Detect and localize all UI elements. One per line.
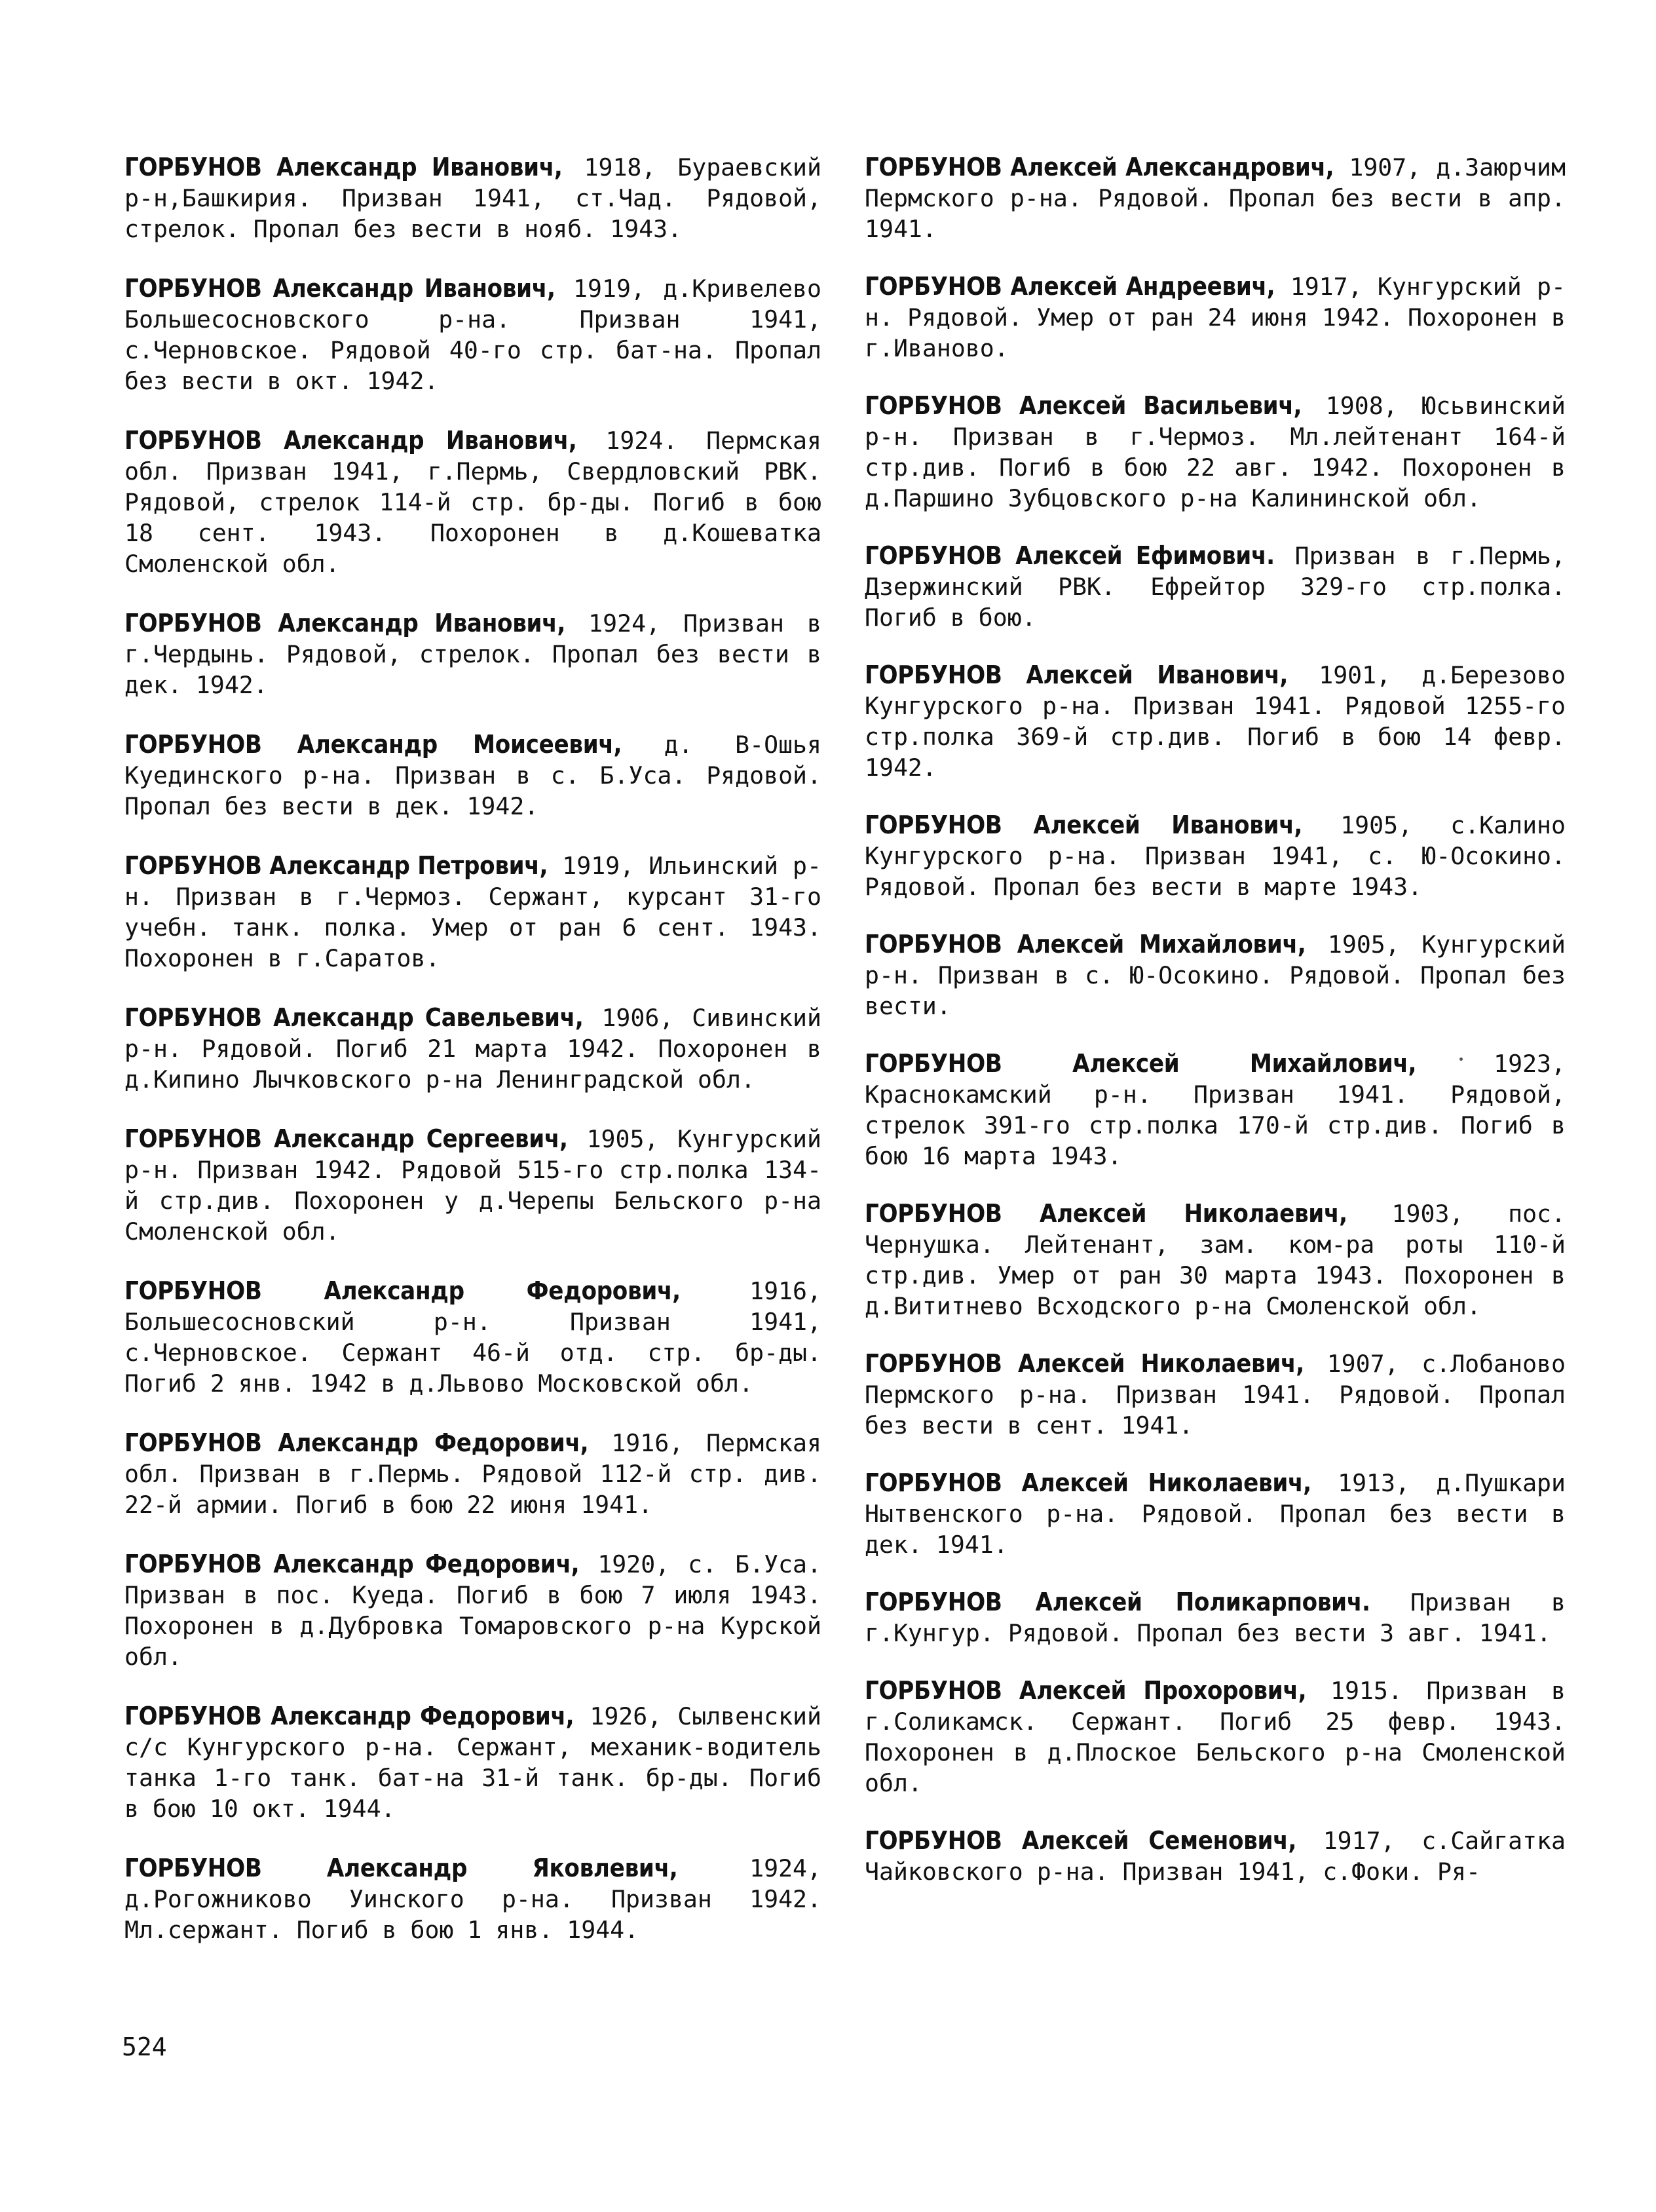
entry-name: ГОРБУНОВ Александр Федорович,	[124, 1428, 589, 1457]
entry-text: д. В-Ошья Куединского р-на. Призван в с. Б.Уса. Рядовой. Пропал без вести в дек. 1942.	[124, 731, 821, 820]
page-number: 524	[122, 2032, 167, 2061]
entry	[124, 152, 821, 244]
entry-text: 1917, с.Сайгатка Чайковского р-на. Призван 1941, с.Фоки. Ря-	[865, 1827, 1566, 1886]
entry	[865, 660, 1566, 783]
entry	[124, 608, 821, 700]
entry	[124, 1124, 821, 1247]
entry	[124, 1002, 821, 1095]
entry	[865, 1348, 1566, 1441]
entry-text: 1901, д.Березово Кунгурского р-на. Призван 1941. Рядовой 1255-го стр.полка 369-й стр.див. Погиб в бою 14 февр. 1942.	[865, 661, 1566, 782]
entry-text: 1920, с. Б.Уса. Призван в пос. Куеда. Погиб в бою 7 июля 1943. Похоронен в д.Дубровка Томаровского р-на Курской обл.	[124, 1550, 821, 1671]
entry-name: ГОРБУНОВ Алексей Прохорович,	[865, 1676, 1307, 1705]
entry-name: ГОРБУНОВ Александр Савельевич,	[124, 1003, 584, 1032]
entry-text: 1923, Краснокамский р-н. Призван 1941. Рядовой, стрелок 391-го стр.полка 170-й стр.див. Погиб в бою 16 марта 1943.	[865, 1050, 1566, 1170]
entry-text: 1905, Кунгурский р-н. Призван 1942. Рядовой 515-го стр.полка 134-й стр.див. Похоронен у д.Черепы Бельского р-на Смоленской обл.	[124, 1125, 821, 1246]
entry	[124, 1853, 821, 1945]
entry-text: 1907, д.Заюрчим Пермского р-на. Рядовой. Пропал без вести в апр. 1941.	[865, 153, 1566, 243]
entry-name: ГОРБУНОВ Алексей Васильевич,	[865, 391, 1302, 420]
entry-name: ГОРБУНОВ Алексей Александрович,	[865, 153, 1334, 181]
entry-name: ГОРБУНОВ Алексей Николаевич,	[865, 1349, 1304, 1378]
entry-text: 1924, Призван в г.Чердынь. Рядовой, стрелок. Пропал без вести в дек. 1942.	[124, 609, 822, 699]
entry	[124, 1549, 821, 1672]
entry-name: ГОРБУНОВ Алексей Иванович,	[865, 810, 1303, 839]
entry-name: ГОРБУНОВ Алексей Николаевич,	[865, 1199, 1347, 1228]
entry-name: ГОРБУНОВ Алексей Ефимович.	[865, 541, 1275, 570]
entry	[865, 152, 1566, 244]
entry-text: 1908, Юсьвинский р-н. Призван в г.Чермоз. Мл.лейтенант 164-й стр.див. Погиб в бою 22 авг. 1942. Похоронен в д.Паршино Зубцовского р-на Калининской обл.	[865, 392, 1566, 512]
entry-name: ГОРБУНОВ Александр Иванович,	[124, 274, 555, 303]
entry-name: ГОРБУНОВ Александр Иванович,	[124, 153, 563, 181]
entry	[124, 425, 821, 579]
entry	[865, 271, 1566, 364]
entry	[865, 391, 1566, 514]
entry	[865, 1675, 1566, 1799]
entry-name: ГОРБУНОВ Алексей Андреевич,	[865, 272, 1275, 301]
entry-text: 1918, Бураевский р-н,Башкирия. Призван 1941, ст.Чад. Рядовой, стрелок. Пропал без вести в нояб. 1943.	[124, 153, 821, 243]
entry	[124, 850, 821, 974]
entry-text: Призван в г.Пермь, Дзержинский РВК. Ефрейтор 329-го стр.полка. Погиб в бою.	[865, 542, 1566, 632]
entry-name: ГОРБУНОВ Александр Моисеевич,	[124, 730, 622, 759]
entry-name: ГОРБУНОВ Алексей Михайлович,	[865, 930, 1306, 959]
entry-name: ГОРБУНОВ Александр Федорович,	[124, 1550, 580, 1578]
entry-text: 1919, Ильинский р-н. Призван в г.Чермоз. Сержант, курсант 31-го учебн. танк. полка. Умер от ран 6 сент. 1943. Похоронен в г.Саратов.	[124, 852, 821, 972]
entry	[865, 1587, 1566, 1649]
entry	[865, 1048, 1566, 1172]
left-column	[124, 152, 821, 1974]
entry-text: 1903, пос. Чернушка. Лейтенант, зам. ком-ра роты 110-й стр.див. Умер от ран 30 марта 1943. Похоронен в д.Вититнево Всходского р-на Смоленской обл.	[865, 1200, 1566, 1320]
entry	[865, 541, 1566, 633]
entry-text: 1915. Призван в г.Соликамск. Сержант. Погиб 25 февр. 1943. Похоронен в д.Плоское Бельского р-на Смоленской обл.	[865, 1677, 1566, 1797]
entry-name: ГОРБУНОВ Алексей Николаевич,	[865, 1468, 1311, 1497]
entry-text: 1907, с.Лобаново Пермского р-на. Призван 1941. Рядовой. Пропал без вести в сент. 1941.	[865, 1350, 1566, 1440]
entry-text: 1916, Большесосновский р-н. Призван 1941, с.Черновское. Сержант 46-й отд. стр. бр-ды. Погиб 2 янв. 1942 в д.Львово Московской обл.	[124, 1277, 821, 1398]
entry	[865, 1198, 1566, 1322]
entry-name: ГОРБУНОВ Алексей Иванович,	[865, 660, 1289, 689]
entry-name: ГОРБУНОВ Александр Федорович,	[124, 1702, 574, 1730]
entry	[124, 1428, 821, 1520]
entry	[865, 810, 1566, 902]
entry-text: 1913, д.Пушкари Нытвенского р-на. Рядовой. Пропал без вести в дек. 1941.	[865, 1469, 1566, 1559]
entry-text: 1916, Пермская обл. Призван в г.Пермь. Рядовой 112-й стр. див. 22-й армии. Погиб в бою 22 июня 1941.	[124, 1429, 821, 1519]
entry	[124, 1701, 821, 1824]
entry	[865, 929, 1566, 1021]
entry-text: Призван в г.Кунгур. Рядовой. Пропал без вести 3 авг. 1941.	[865, 1588, 1566, 1647]
entry-name: ГОРБУНОВ Александр Иванович,	[124, 426, 577, 455]
entry-text: 1906, Сивинский р-н. Рядовой. Погиб 21 марта 1942. Похоронен в д.Кипино Лычковского р-на Ленинградской обл.	[124, 1004, 821, 1094]
entry	[865, 1468, 1566, 1560]
entry-text: 1919, д.Кривелево Большесосновского р-на. Призван 1941, с.Черновское. Рядовой 40-го стр. бат-на. Пропал без вести в окт. 1942.	[124, 275, 822, 395]
entry-name: ГОРБУНОВ Алексей Поликарпович.	[865, 1588, 1370, 1616]
entry	[124, 273, 821, 396]
entry-name: ГОРБУНОВ Алексей Михайлович,	[865, 1049, 1417, 1078]
entry-name: ГОРБУНОВ Александр Иванович,	[124, 609, 566, 638]
entry-name: ГОРБУНОВ Александр Петрович,	[124, 851, 548, 880]
entry	[124, 1276, 821, 1399]
entry-text: 1905, с.Калино Кунгурского р-на. Призван 1941, с. Ю-Осокино. Рядовой. Пропал без вести в марте 1943.	[865, 811, 1566, 901]
entry-name: ГОРБУНОВ Алексей Семенович,	[865, 1826, 1297, 1855]
entry-text: 1924. Пермская обл. Призван 1941, г.Пермь, Свердловский РВК. Рядовой, стрелок 114-й стр. бр-ды. Погиб в бою 18 сент. 1943. Похоронен в д.Кошеватка Смоленской обл.	[124, 427, 821, 578]
right-column	[865, 152, 1566, 1914]
entry-text: 1924, д.Рогожниково Уинского р-на. Призван 1942. Мл.сержант. Погиб в бою 1 янв. 1944.	[124, 1854, 821, 1944]
entry	[124, 729, 821, 822]
entry-name: ГОРБУНОВ Александр Федорович,	[124, 1276, 681, 1305]
entry-text: 1926, Сылвенский с/с Кунгурского р-на. Сержант, механик-водитель танка 1-го танк. бат-на 31-й танк. бр-ды. Погиб в бою 10 окт. 1944.	[124, 1702, 821, 1823]
entry-name: ГОРБУНОВ Александр Сергеевич,	[124, 1124, 568, 1153]
entry-name: ГОРБУНОВ Александр Яковлевич,	[124, 1854, 678, 1882]
entry	[865, 1825, 1566, 1887]
entry-text: 1917, Кунгурский р-н. Рядовой. Умер от ран 24 июня 1942. Похоронен в г.Иваново.	[865, 273, 1566, 362]
entry-text: 1905, Кунгурский р-н. Призван в с. Ю-Осокино. Рядовой. Пропал без вести.	[865, 930, 1566, 1020]
ink-speck	[1459, 1058, 1463, 1061]
